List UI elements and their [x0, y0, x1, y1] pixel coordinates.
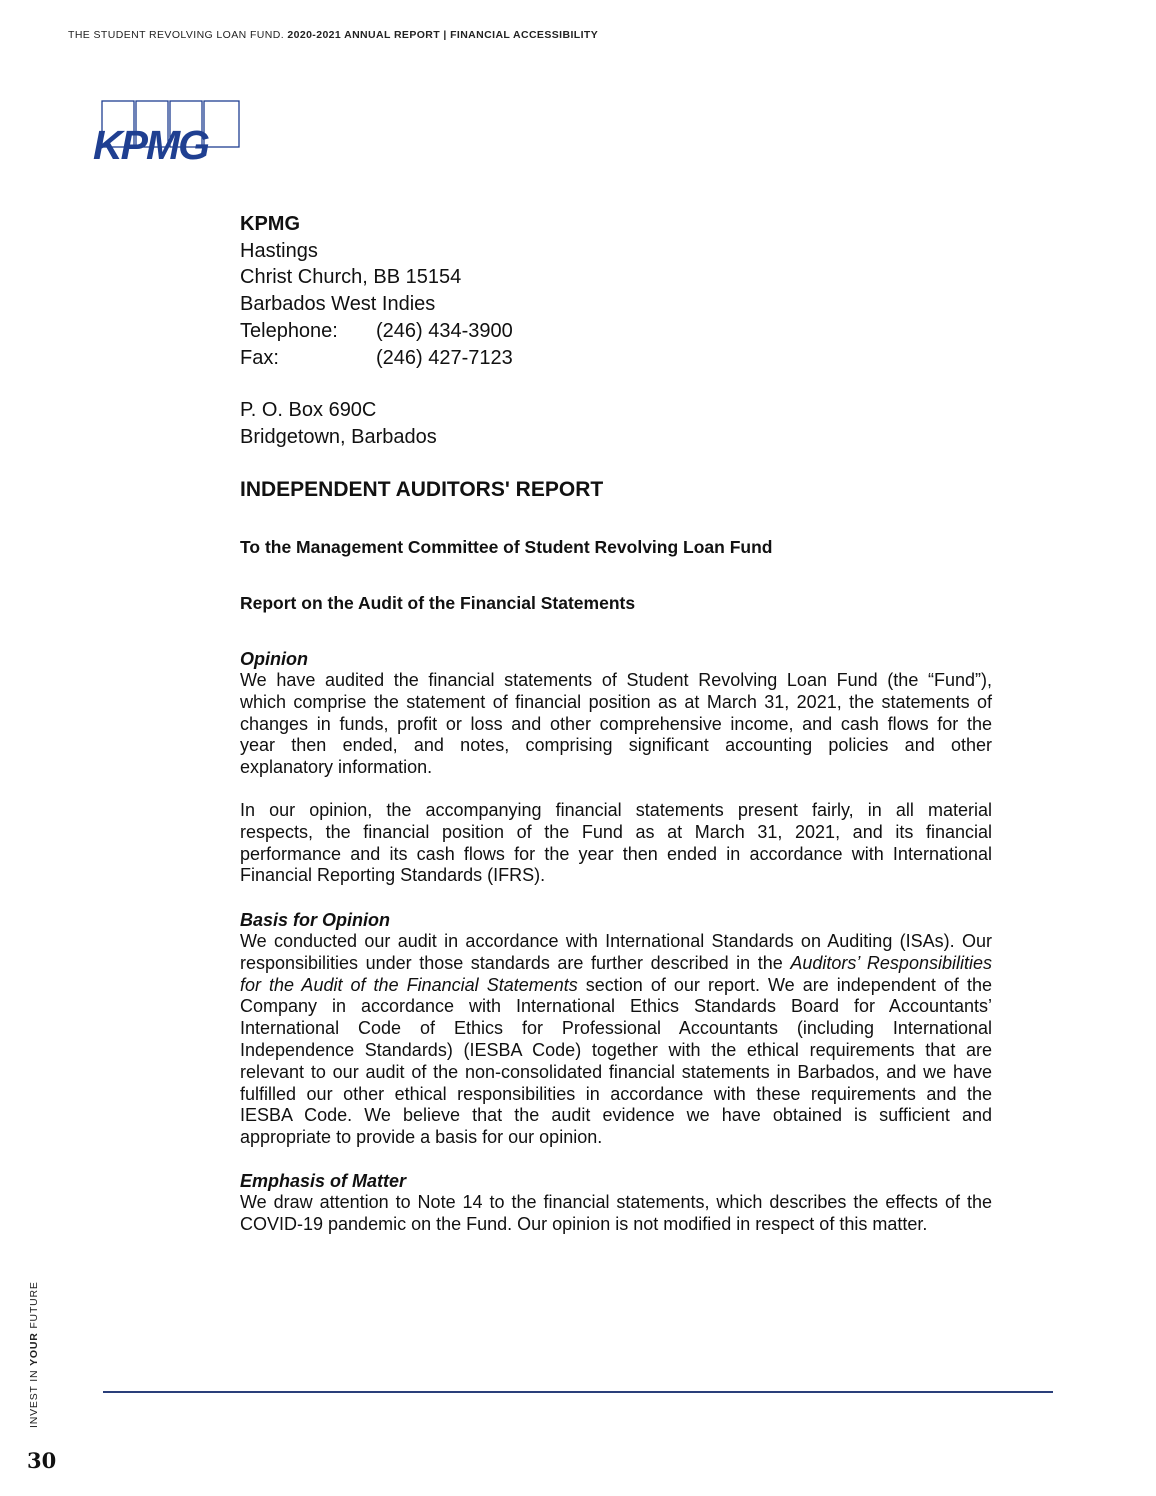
text-line	[240, 800, 992, 822]
emphasis-paragraph	[240, 1192, 992, 1236]
text-line	[240, 1127, 992, 1149]
running-header	[68, 29, 598, 41]
text-line	[240, 1214, 992, 1236]
text-run: COVID-19 pandemic on the Fund. Our opinion is not modified in respect of this matter.	[240, 1213, 928, 1234]
basis-paragraph	[240, 931, 992, 1149]
text-run: which comprise the statement of financial position as at March 31, 2021, the statements of	[240, 691, 992, 712]
po-box-block	[240, 397, 437, 450]
text-run: explanatory information.	[240, 757, 433, 778]
text-line	[240, 953, 992, 975]
kpmg-logo	[92, 100, 242, 162]
text-run: relevant to our audit of the non-consolidated financial statements in Barbados, and we have	[240, 1061, 992, 1082]
text-line	[240, 1084, 992, 1106]
text-run: Independence Standards) (IESBA Code) together with the ethical requirements that are	[240, 1039, 992, 1060]
po-line: Bridgetown, Barbados	[240, 425, 437, 448]
italic-text: for the Audit of the Financial Statements	[240, 974, 578, 995]
text-line	[240, 1105, 992, 1127]
text-line	[240, 735, 992, 757]
text-line	[240, 1062, 992, 1084]
addressee: To the Management Committee of Student Revolving Loan Fund	[240, 537, 773, 557]
text-line	[240, 757, 992, 779]
telephone-number: (246) 434-3900	[376, 319, 513, 342]
header-bold: 2020-2021 ANNUAL REPORT | FINANCIAL ACCESSIBILITY	[287, 29, 599, 41]
text-run: performance and its cash flows for the year then ended in accordance with International	[240, 843, 992, 864]
text-line	[240, 996, 992, 1018]
section-heading-emphasis: Emphasis of Matter	[240, 1171, 407, 1191]
text-line	[240, 931, 992, 953]
text-line	[240, 714, 992, 736]
text-line	[240, 1018, 992, 1040]
text-line	[240, 1192, 992, 1214]
text-line	[240, 865, 992, 887]
text-run: responsibilities under those standards are further described in the	[240, 952, 791, 973]
footer-rule	[103, 1391, 1053, 1393]
text-run: Financial Reporting Standards (IFRS).	[240, 865, 546, 886]
report-subtitle: Report on the Audit of the Financial Statements	[240, 593, 636, 613]
text-run: year then ended, and notes, comprising significant accounting policies and other	[240, 735, 992, 756]
address-line: Christ Church, BB 15154	[240, 266, 462, 289]
section-heading-opinion: Opinion	[240, 649, 308, 669]
fax-number: (246) 427-7123	[376, 346, 513, 369]
text-run: respects, the financial position of the Fund as at March 31, 2021, and its financial	[240, 821, 992, 842]
firm-name: KPMG	[240, 213, 300, 235]
text-line	[240, 692, 992, 714]
text-run: fulfilled our other ethical responsibilities in accordance with these requirements and the	[240, 1083, 992, 1104]
side-tagline	[28, 1281, 40, 1428]
text-run: appropriate to provide a basis for our opinion.	[240, 1127, 603, 1148]
opinion-paragraph-1	[240, 670, 992, 779]
text-run: Company in accordance with International Ethics Standards Board for Accountants’	[240, 996, 992, 1017]
tagline-bold: YOUR	[28, 1332, 40, 1366]
svg-text:KPMG: KPMG	[93, 122, 208, 162]
report-title: INDEPENDENT AUDITORS' REPORT	[240, 478, 604, 501]
italic-text: Auditors’ Responsibilities	[790, 952, 992, 973]
address-line: Hastings	[240, 239, 318, 262]
text-run: We conducted our audit in accordance with International Standards on Auditing (ISAs). Our	[240, 931, 992, 951]
opinion-paragraph-2	[240, 800, 992, 887]
text-run: IESBA Code. We believe that the audit evidence we have obtained is sufficient and	[240, 1105, 992, 1126]
tagline-post: FUTURE	[28, 1281, 40, 1333]
text-run: section of our report. We are independent of the	[577, 974, 992, 995]
fax-label: Fax:	[240, 346, 279, 369]
text-run: We draw attention to Note 14 to the financial statements, which describes the effects of the	[240, 1192, 992, 1212]
po-line: P. O. Box 690C	[240, 399, 377, 421]
text-run: In our opinion, the accompanying financial statements present fairly, in all material	[240, 800, 992, 820]
text-line	[240, 1040, 992, 1062]
text-line	[240, 844, 992, 866]
text-run: International Code of Ethics for Professional Accountants (including International	[240, 1018, 992, 1039]
address-block	[240, 211, 513, 371]
text-line	[240, 822, 992, 844]
text-run: We have audited the financial statements of Student Revolving Loan Fund (the “Fund”),	[240, 670, 992, 690]
section-heading-basis: Basis for Opinion	[240, 910, 391, 930]
text-run: changes in funds, profit or loss and other comprehensive income, and cash flows for the	[240, 713, 992, 734]
text-line	[240, 975, 992, 997]
address-line: Barbados West Indies	[240, 293, 436, 316]
header-plain: THE STUDENT REVOLVING LOAN FUND.	[68, 29, 288, 41]
telephone-label: Telephone:	[240, 319, 338, 342]
page-number: 30	[27, 1448, 57, 1473]
text-line	[240, 670, 992, 692]
tagline-pre: INVEST IN	[28, 1365, 40, 1428]
